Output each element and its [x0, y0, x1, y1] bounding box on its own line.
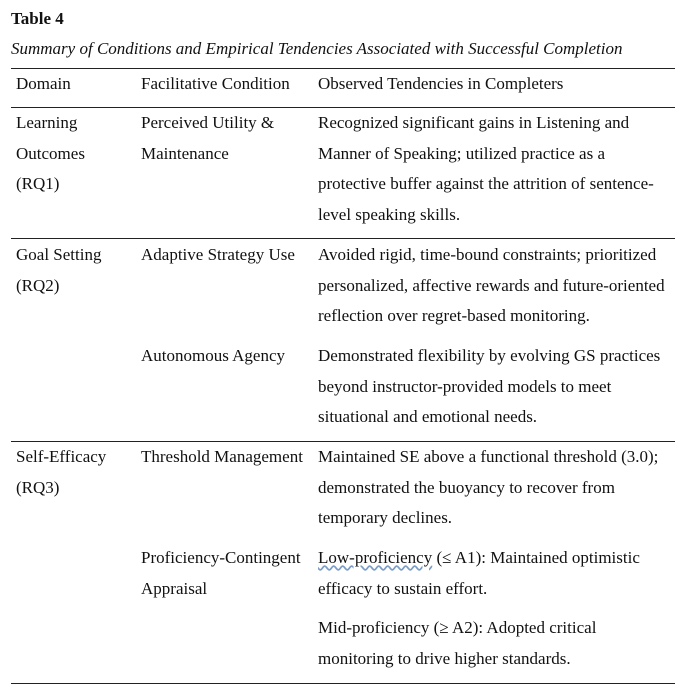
- table-cell-condition: Autonomous Agency: [141, 346, 286, 365]
- table-cell-condition: Proficiency-Contingent Appraisal: [141, 548, 301, 598]
- table-cell-condition: Adaptive Strategy Use: [141, 245, 295, 264]
- table-row-domain: Self-Efficacy (RQ3): [16, 447, 107, 497]
- table-caption: Summary of Conditions and Empirical Tendencies Associated with Successful Completion: [11, 39, 623, 58]
- table-cell-tendencies: Avoided rigid, time-bound constraints; prioritized personalized, affective rewards and future-oriented reflection over regret-based monitoring.: [318, 245, 665, 326]
- table-cell-tendencies: Mid-proficiency (≥ A2): Adopted critical monitoring to drive higher standards.: [318, 618, 597, 668]
- header-domain: Domain: [16, 74, 71, 93]
- row-divider: [11, 238, 675, 239]
- header-condition: Facilitative Condition: [141, 74, 290, 93]
- table-cell-tendencies: Maintained SE above a functional threshold (3.0); demonstrated the buoyancy to recover from temporary declines.: [318, 447, 659, 528]
- table-top-rule: [11, 68, 675, 69]
- table-cell-tendencies: Recognized significant gains in Listening and Manner of Speaking; utilized practice as a protective buffer against the attrition of sentence-level speaking skills.: [318, 113, 654, 224]
- table-row-domain: Learning Outcomes (RQ1): [16, 113, 85, 194]
- table-cell-condition: Threshold Management: [141, 447, 303, 466]
- table-cell-tendencies: Demonstrated flexibility by evolving GS practices beyond instructor-provided models to meet situational and emotional needs.: [318, 346, 661, 427]
- table-bottom-rule: [11, 683, 675, 684]
- table-row-domain: Goal Setting (RQ2): [16, 245, 102, 295]
- table-cell-tendencies: [318, 543, 674, 604]
- tendencies-text: (≤ A1): Maintained optimistic efficacy to sustain effort.: [318, 548, 640, 598]
- table-label: Table 4: [11, 9, 64, 28]
- spellcheck-underlined-text: Low-proficiency: [318, 548, 433, 567]
- header-tendencies: Observed Tendencies in Completers: [318, 74, 564, 93]
- table-cell-condition: Perceived Utility & Maintenance: [141, 113, 275, 163]
